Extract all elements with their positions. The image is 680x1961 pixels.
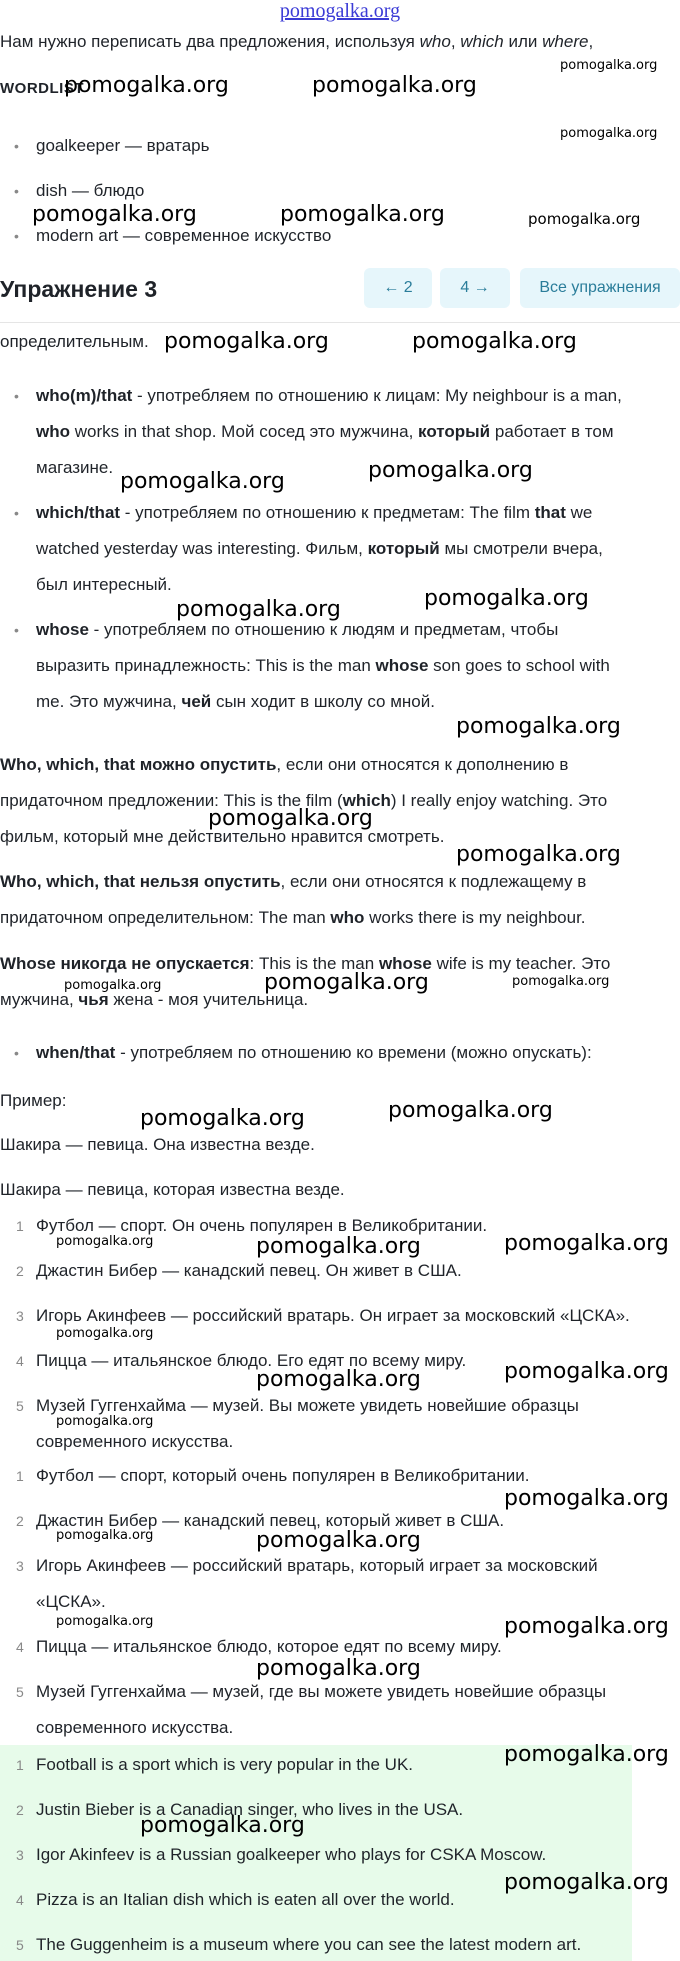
watermark: pomogalka.org <box>312 73 477 98</box>
watermark: pomogalka.org <box>264 970 429 995</box>
watermark: pomogalka.org <box>388 1098 553 1123</box>
translation-item: Игорь Акинфеев — российский вратарь, который играет за московский <box>36 1556 598 1575</box>
list-number: 3 <box>16 1558 24 1574</box>
list-number: 2 <box>16 1513 24 1529</box>
translation-item-continued: «ЦСКА». <box>36 1592 106 1611</box>
rule-which: • which/that - употребляем по отношению к предметам: The film that we <box>0 495 592 531</box>
example-label: Пример: <box>0 1091 67 1110</box>
rule-intro: определительным. <box>0 332 149 351</box>
task-item: Музей Гуггенхайма — музей. Вы можете увидеть новейшие образцы <box>36 1396 579 1415</box>
rule-which-line: watched yesterday was interesting. Фильм, который мы смотрели вчера, <box>36 539 603 558</box>
wordlist-item: • dish — блюдо <box>0 173 144 209</box>
wordlist-label: WORDLIST <box>0 80 84 97</box>
watermark: pomogalka.org <box>512 974 610 989</box>
no-omit-rule: Who, which, that нельзя опустить, если они относятся к подлежащему в <box>0 872 587 891</box>
rule-who-line: who works in that shop. Мой сосед это мужчина, который работает в том <box>36 422 614 441</box>
list-number: 5 <box>16 1398 24 1414</box>
rule-whose: • whose - употребляем по отношению к людям и предметам, чтобы <box>0 612 558 648</box>
watermark: pomogalka.org <box>208 806 373 831</box>
list-number: 2 <box>16 1802 24 1818</box>
watermark: pomogalka.org <box>256 1234 421 1259</box>
rule-whose-line: me. Это мужчина, чей сын ходит в школу со мной. <box>36 692 435 711</box>
translation-item: Пицца — итальянское блюдо, которое едят по всему миру. <box>36 1637 502 1656</box>
list-number: 1 <box>16 1757 24 1773</box>
watermark: pomogalka.org <box>176 597 341 622</box>
next-exercise-button[interactable]: 4 → <box>440 268 510 308</box>
list-number: 4 <box>16 1892 24 1908</box>
watermark: pomogalka.org <box>560 126 658 141</box>
no-omit-rule-line: придаточном определительном: The man who works there is my neighbour. <box>0 908 586 927</box>
watermark: pomogalka.org <box>56 1614 154 1629</box>
list-number: 1 <box>16 1218 24 1234</box>
rule-who-line: магазине. <box>36 458 114 477</box>
task-item: Джастин Бибер — канадский певец. Он живет в США. <box>36 1261 462 1280</box>
watermark: pomogalka.org <box>424 586 589 611</box>
watermark: pomogalka.org <box>56 1414 154 1429</box>
watermark: pomogalka.org <box>560 58 658 73</box>
whose-rule: Whose никогда не опускается: This is the man whose wife is my teacher. Это <box>0 954 611 973</box>
example-sentence: Шакира — певица. Она известна везде. <box>0 1135 315 1154</box>
prev-exercise-button[interactable]: ← 2 <box>364 268 432 308</box>
rule-which-line: был интересный. <box>36 575 172 594</box>
watermark: pomogalka.org <box>56 1326 154 1341</box>
list-number: 2 <box>16 1263 24 1279</box>
omit-rule: Who, which, that можно опустить, если они относятся к дополнению в <box>0 755 569 774</box>
watermark: pomogalka.org <box>164 329 329 354</box>
watermark: pomogalka.org <box>528 210 641 228</box>
translation-item: Музей Гуггенхайма — музей, где вы можете увидеть новейшие образцы <box>36 1682 607 1701</box>
answer-item: The Guggenheim is a museum where you can see the latest modern art. <box>36 1935 582 1954</box>
answer-item: Pizza is an Italian dish which is eaten all over the world. <box>36 1890 455 1909</box>
watermark: pomogalka.org <box>140 1813 305 1838</box>
watermark: pomogalka.org <box>256 1656 421 1681</box>
watermark: pomogalka.org <box>64 73 229 98</box>
watermark: pomogalka.org <box>504 1231 669 1256</box>
list-number: 3 <box>16 1308 24 1324</box>
watermark: pomogalka.org <box>456 714 621 739</box>
answer-item: Football is a sport which is very popular in the UK. <box>36 1755 414 1774</box>
list-number: 5 <box>16 1684 24 1700</box>
wordlist-item: • modern art — современное искусство <box>0 218 331 254</box>
watermark: pomogalka.org <box>504 1614 669 1639</box>
wordlist-item: • goalkeeper — вратарь <box>0 128 210 164</box>
watermark: pomogalka.org <box>504 1742 669 1767</box>
list-number: 4 <box>16 1353 24 1369</box>
watermark: pomogalka.org <box>504 1359 669 1384</box>
list-number: 4 <box>16 1639 24 1655</box>
intro-text: Нам нужно переписать два предложения, используя who, which или where, <box>0 32 594 51</box>
list-number: 3 <box>16 1847 24 1863</box>
task-item: Футбол — спорт. Он очень популярен в Великобритании. <box>36 1216 488 1235</box>
all-exercises-button[interactable]: Все упражнения <box>520 268 680 308</box>
watermark: pomogalka.org <box>120 469 285 494</box>
watermark: pomogalka.org <box>140 1106 305 1131</box>
translation-item-continued: современного искусства. <box>36 1718 234 1737</box>
task-item: Пицца — итальянское блюдо. Его едят по всему миру. <box>36 1351 467 1370</box>
translation-item: Футбол — спорт, который очень популярен в Великобритании. <box>36 1466 530 1485</box>
watermark: pomogalka.org <box>256 1367 421 1392</box>
watermark: pomogalka.org <box>412 329 577 354</box>
omit-rule-line: придаточном предложении: This is the film (which) I really enjoy watching. Это <box>0 791 608 810</box>
top-watermark-link[interactable]: pomogalka.org <box>279 0 401 22</box>
watermark: pomogalka.org <box>32 202 197 227</box>
rule-when: • when/that - употребляем по отношению ко времени (можно опускать): <box>0 1035 592 1071</box>
answer-item: Igor Akinfeev is a Russian goalkeeper who plays for CSKA Moscow. <box>36 1845 547 1864</box>
example-sentence: Шакира — певица, которая известна везде. <box>0 1180 345 1199</box>
watermark: pomogalka.org <box>56 1234 154 1249</box>
exercise-title: Упражнение 3 <box>0 276 158 302</box>
watermark: pomogalka.org <box>56 1528 154 1543</box>
watermark: pomogalka.org <box>256 1528 421 1553</box>
task-item: Игорь Акинфеев — российский вратарь. Он играет за московский «ЦСКА». <box>36 1306 630 1325</box>
watermark: pomogalka.org <box>280 202 445 227</box>
task-item-continued: современного искусства. <box>36 1432 234 1451</box>
rule-whose-line: выразить принадлежность: This is the man whose son goes to school with <box>36 656 610 675</box>
answer-item: Justin Bieber is a Canadian singer, who lives in the USA. <box>36 1800 464 1819</box>
list-number: 1 <box>16 1468 24 1484</box>
watermark: pomogalka.org <box>456 842 621 867</box>
watermark: pomogalka.org <box>504 1486 669 1511</box>
rule-who: • who(m)/that - употребляем по отношению к лицам: My neighbour is a man, <box>0 378 680 414</box>
watermark: pomogalka.org <box>504 1870 669 1895</box>
divider <box>0 322 680 323</box>
watermark: pomogalka.org <box>64 978 162 993</box>
whose-rule-line: мужчина, чья жена - моя учительница. <box>0 990 309 1009</box>
translation-item: Джастин Бибер — канадский певец, который живет в США. <box>36 1511 505 1530</box>
watermark: pomogalka.org <box>368 458 533 483</box>
list-number: 5 <box>16 1937 24 1953</box>
omit-rule-line: фильм, который мне действительно нравится смотреть. <box>0 827 445 846</box>
